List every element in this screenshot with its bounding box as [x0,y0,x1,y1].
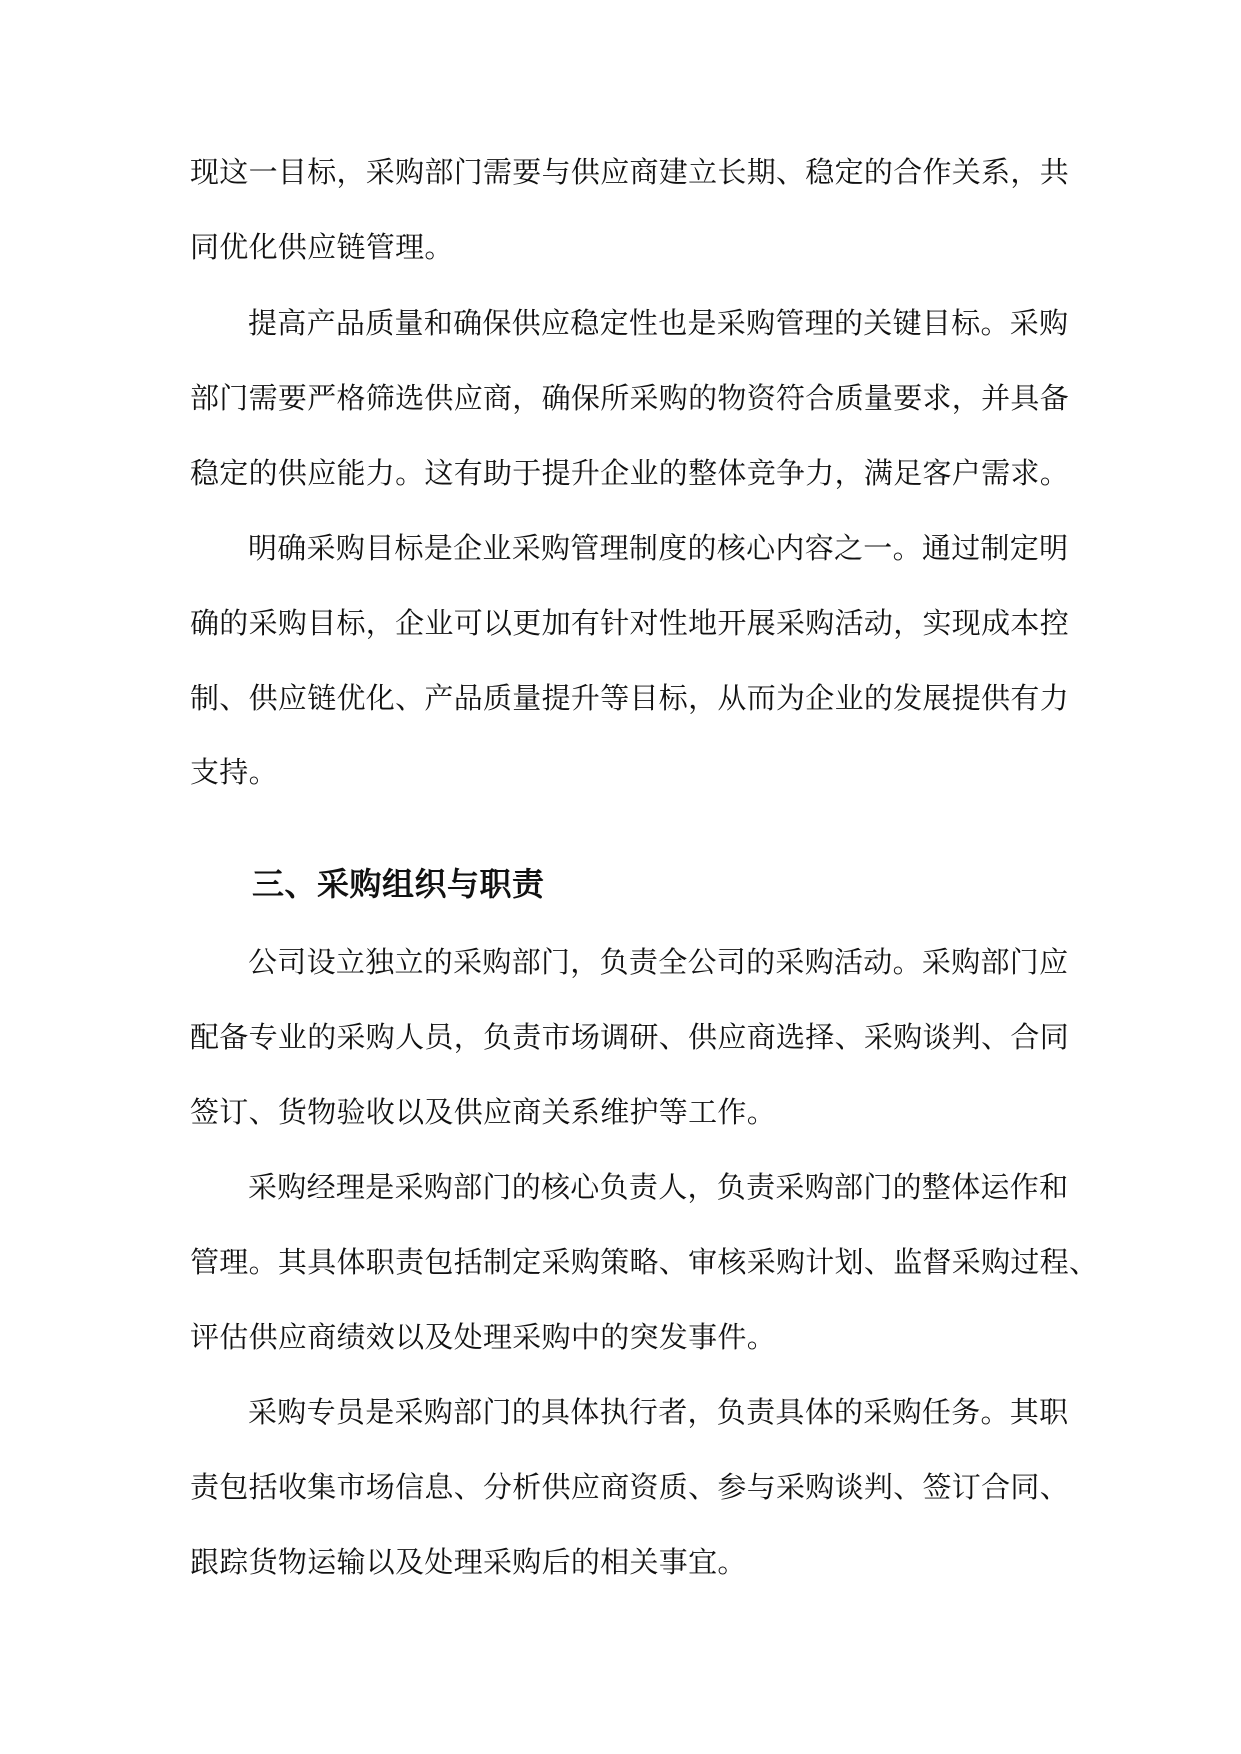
section-paragraph-2-line-1: 采购经理是采购部门的核心负责人，负责采购部门的整体运作和 [248,1170,1069,1204]
section-paragraph-1-line-2: 配备专业的采购人员，负责市场调研、供应商选择、采购谈判、合同 [190,1020,1070,1054]
paragraph-3-line-4: 支持。 [190,755,278,789]
section-paragraph-1-line-3: 签订、货物验收以及供应商关系维护等工作。 [190,1095,777,1129]
section-heading: 三、采购组织与职责 [252,865,545,903]
paragraph-3-line-2: 确的采购目标，企业可以更加有针对性地开展采购活动，实现成本控 [190,606,1070,640]
section-paragraph-3-line-2: 责包括收集市场信息、分析供应商资质、参与采购谈判、签订合同、 [190,1470,1070,1504]
paragraph-3-line-1: 明确采购目标是企业采购管理制度的核心内容之一。通过制定明 [248,531,1069,565]
section-paragraph-3-line-1: 采购专员是采购部门的具体执行者，负责具体的采购任务。其职 [248,1395,1069,1429]
paragraph-1-line-2: 同优化供应链管理。 [190,230,454,264]
paragraph-1-line-1: 现这一目标，采购部门需要与供应商建立长期、稳定的合作关系，共 [190,155,1070,189]
paragraph-2-line-1: 提高产品质量和确保供应稳定性也是采购管理的关键目标。采购 [248,306,1069,340]
section-paragraph-2-line-3: 评估供应商绩效以及处理采购中的突发事件。 [190,1320,777,1354]
section-paragraph-1-line-1: 公司设立独立的采购部门，负责全公司的采购活动。采购部门应 [248,945,1069,979]
section-paragraph-2-line-2: 管理。其具体职责包括制定采购策略、审核采购计划、监督采购过程、 [190,1245,1099,1279]
paragraph-2-line-3: 稳定的供应能力。这有助于提升企业的整体竞争力，满足客户需求。 [190,456,1070,490]
paragraph-3-line-3: 制、供应链优化、产品质量提升等目标，从而为企业的发展提供有力 [190,681,1070,715]
section-paragraph-3-line-3: 跟踪货物运输以及处理采购后的相关事宜。 [190,1545,747,1579]
paragraph-2-line-2: 部门需要严格筛选供应商，确保所采购的物资符合质量要求，并具备 [190,381,1070,415]
document-page [190,0,1099,1754]
